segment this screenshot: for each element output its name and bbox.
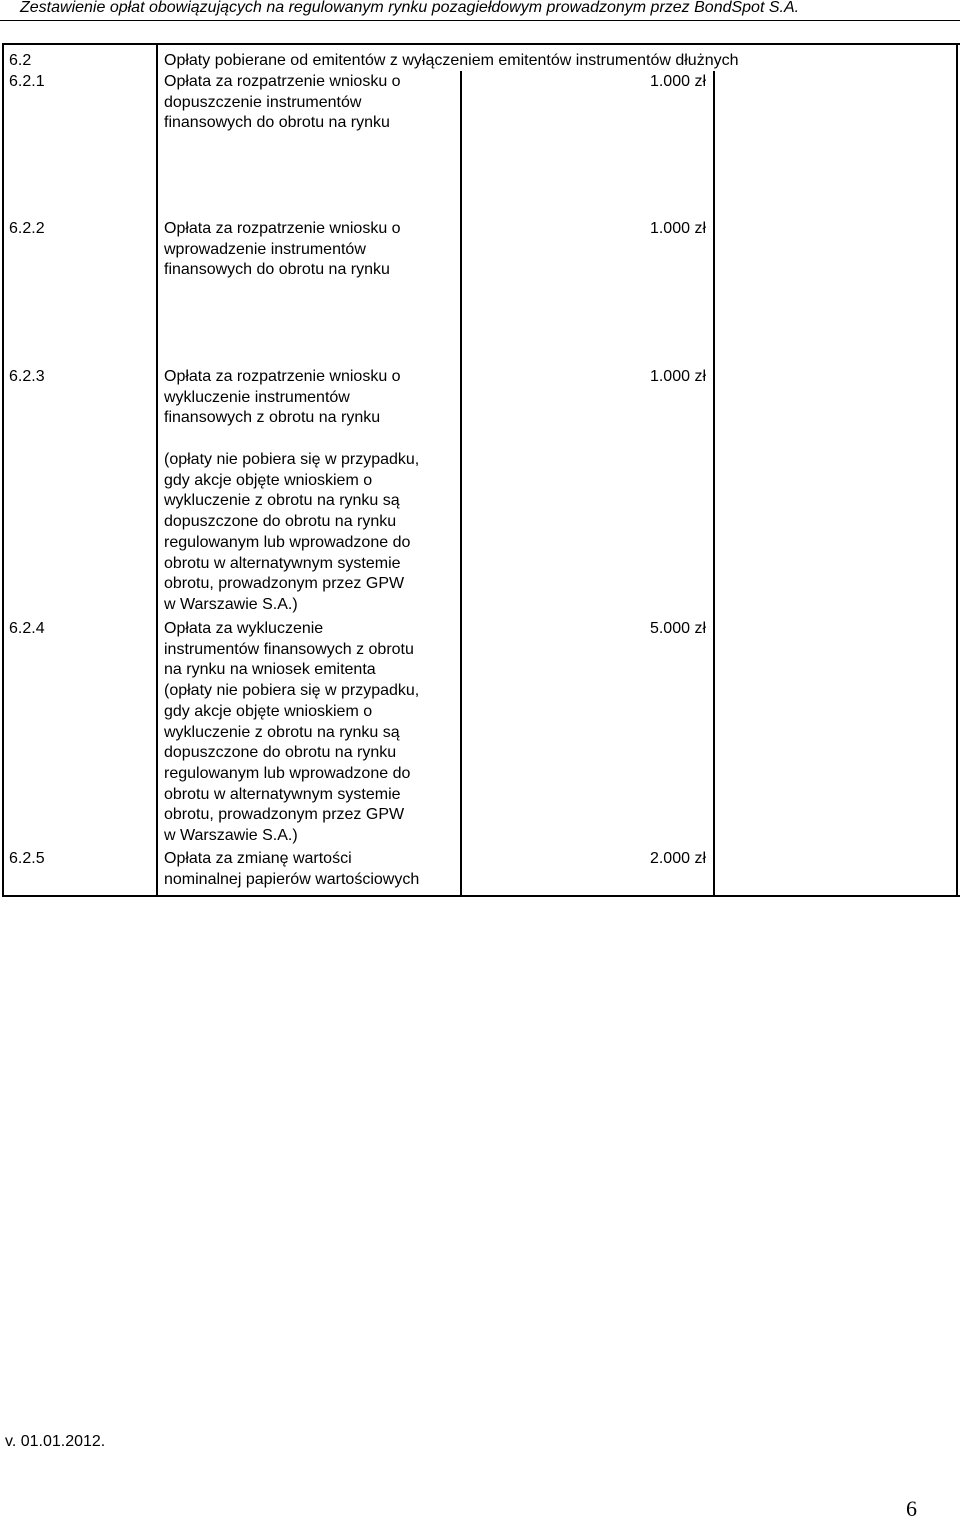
table-left-border [2, 43, 4, 897]
row-fee-6-2-4: 5.000 zł [649, 620, 706, 637]
row-number-6-2-2: 6.2.2 [9, 220, 45, 237]
row-fee-6-2-2: 1.000 zł [649, 220, 706, 237]
row-note-6-2-3: (opłaty nie pobiera się w przypadku, gdy akcje objęte wnioskiem o wykluczenie z obrotu na rynku są dopuszczone do obrotu na rynku regulowanym lub wprowadzone do obrotu w alternatywnym systemie obrotu, prowadzonym przez GPW w Warszawie S.A.) [164, 451, 420, 613]
footer-version: v. 01.01.2012. [5, 1433, 106, 1450]
column-divider-1 [156, 43, 158, 897]
table-top-border [2, 43, 960, 45]
row-description-6-2-4: Opłata za wykluczenie instrumentów finansowych z obrotu na rynku na wniosek emitenta (opłaty nie pobiera się w przypadku, gdy akcje objęte wnioskiem o wykluczenie z obrotu na rynku są dopuszczone do obrotu na rynku regulowanym lub wprowadzone do obrotu w alternatywnym systemie obrotu, prowadzonym przez GPW w Warszawie S.A.) [164, 620, 420, 845]
row-description-6-2-3: Opłata za rozpatrzenie wniosku o wykluczenie instrumentów finansowych z obrotu na rynku [164, 368, 401, 427]
row-fee-6-2-3: 1.000 zł [649, 368, 706, 385]
table-right-border [956, 43, 958, 897]
row-number-6-2-4: 6.2.4 [9, 620, 45, 637]
row-fee-6-2-5: 2.000 zł [649, 850, 706, 867]
row-number-6-2-3: 6.2.3 [9, 368, 45, 385]
row-description-6-2-1: Opłata za rozpatrzenie wniosku o dopuszczenie instrumentów finansowych do obrotu na rynku [164, 73, 401, 132]
section-title: Opłaty pobierane od emitentów z wyłączeniem emitentów instrumentów dłużnych [164, 52, 739, 69]
row-description-6-2-5: Opłata za zmianę wartości nominalnej papierów wartościowych [164, 850, 420, 888]
table-bottom-border [2, 895, 960, 897]
row-number-6-2-1: 6.2.1 [9, 73, 45, 90]
document-header: Zestawienie opłat obowiązujących na regulowanym rynku pozagiełdowym prowadzonym przez BondSpot S.A. [20, 0, 800, 16]
column-divider-3 [713, 71, 715, 897]
page-number: 6 [906, 1496, 917, 1521]
row-fee-6-2-1: 1.000 zł [649, 73, 706, 90]
section-number: 6.2 [9, 52, 32, 69]
row-number-6-2-5: 6.2.5 [9, 850, 45, 867]
row-description-6-2-2: Opłata za rozpatrzenie wniosku o wprowadzenie instrumentów finansowych do obrotu na rynku [164, 220, 401, 279]
column-divider-2 [460, 71, 462, 897]
header-rule [0, 20, 960, 21]
